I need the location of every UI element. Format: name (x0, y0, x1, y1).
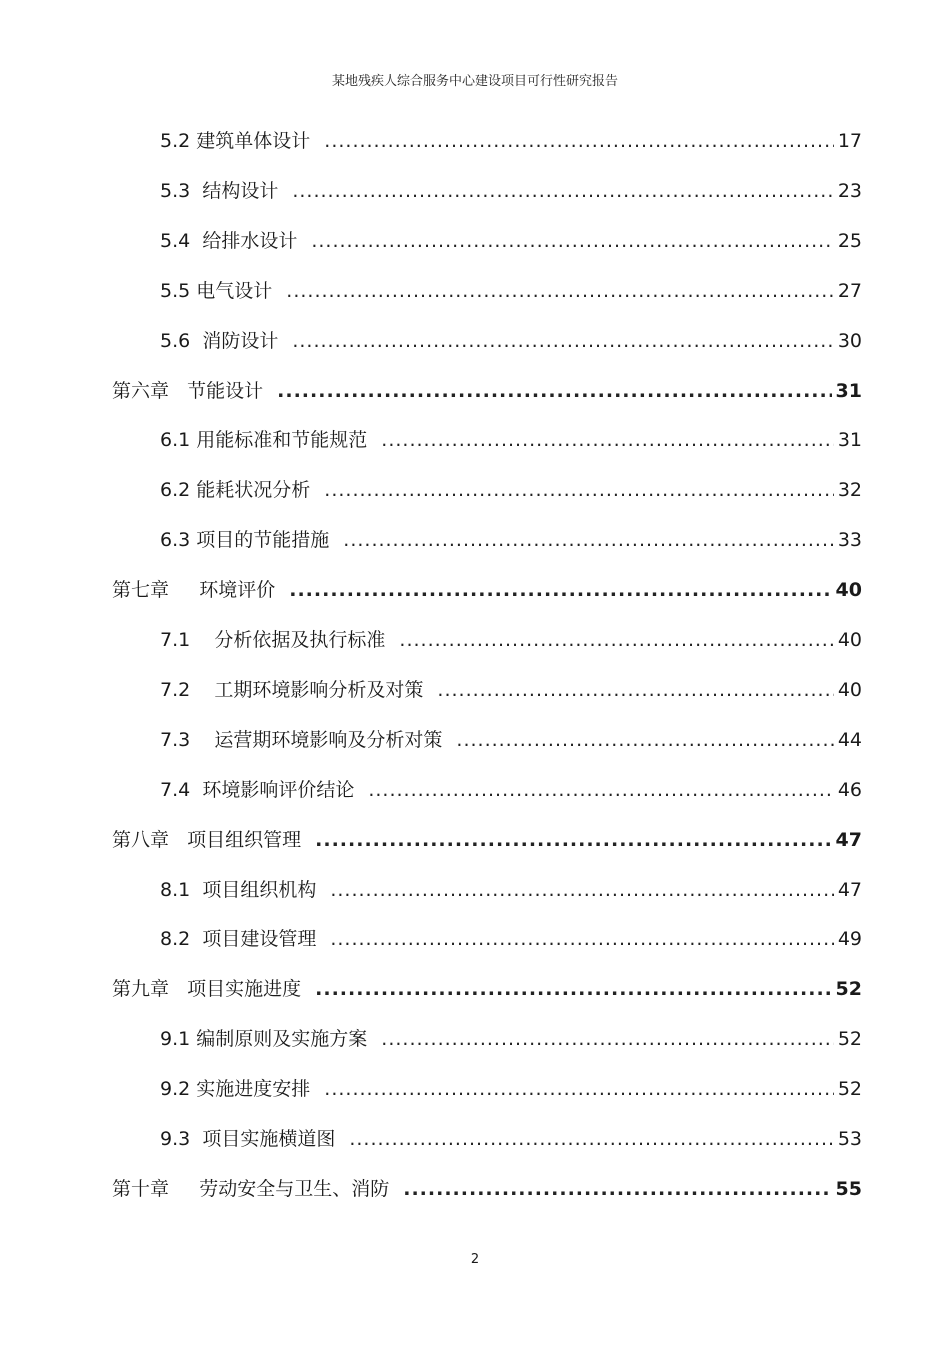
toc-entry-label (160, 477, 310, 503)
toc-entry-label (112, 378, 263, 404)
page-number: 2 (470, 1252, 480, 1267)
toc-dot-leader (349, 1126, 833, 1152)
toc-dot-leader (330, 877, 833, 903)
running-header: 某地残疾人综合服务中心建设项目可行性研究报告 (331, 74, 618, 89)
toc-entry-number: 5.4 (160, 230, 191, 252)
toc-entry-title: 项目组织机构 (202, 879, 317, 901)
toc-entry-number: 7.3 (160, 729, 191, 751)
toc-entry-number: 9.2 (160, 1078, 191, 1100)
toc-entry-label (112, 577, 275, 603)
toc-dot-leader (311, 228, 833, 254)
toc-entry-gap (190, 928, 202, 950)
toc-entry-gap (169, 978, 187, 1000)
toc-entry-title: 工期环境影响分析及对策 (214, 679, 424, 701)
toc-entry-label (160, 727, 442, 753)
toc-dot-leader (324, 1076, 834, 1102)
toc-entry-title: 项目建设管理 (202, 928, 317, 950)
toc-entry-title: 给排水设计 (202, 230, 298, 252)
toc-entry-title: 环境影响评价结论 (202, 779, 355, 801)
toc-entry-page: 40 (835, 579, 862, 601)
toc-entry-title: 结构设计 (202, 180, 279, 202)
toc-entry-label (160, 1126, 335, 1152)
toc-entry-page: 44 (837, 729, 862, 751)
toc-entry-label (160, 178, 278, 204)
toc-section-entry[interactable] (160, 328, 862, 354)
toc-entry-number: 第八章 (112, 829, 170, 851)
toc-section-entry[interactable] (160, 278, 862, 304)
toc-section-entry[interactable] (160, 877, 862, 903)
toc-dot-leader (343, 527, 834, 553)
toc-section-entry[interactable] (160, 427, 862, 453)
toc-entry-number: 5.2 (160, 130, 191, 152)
toc-entry-title: 项目组织管理 (187, 829, 302, 851)
toc-entry-page: 49 (837, 928, 862, 950)
toc-entry-title: 建筑单体设计 (196, 130, 311, 152)
toc-dot-leader (381, 1026, 834, 1052)
toc-entry-gap (169, 380, 187, 402)
toc-dot-leader (368, 777, 833, 803)
toc-entry-page: 33 (837, 529, 862, 551)
toc-entry-label (160, 877, 316, 903)
toc-section-entry[interactable] (160, 727, 862, 753)
toc-entry-number: 6.1 (160, 429, 191, 451)
toc-entry-number: 7.1 (160, 629, 191, 651)
toc-dot-leader (315, 976, 831, 1002)
toc-entry-gap (169, 579, 199, 601)
toc-entry-page: 52 (835, 978, 862, 1000)
toc-entry-number: 9.1 (160, 1028, 191, 1050)
toc-entry-title: 运营期环境影响及分析对策 (214, 729, 443, 751)
toc-section-entry[interactable] (160, 128, 862, 154)
toc-entry-number: 5.6 (160, 330, 191, 352)
toc-dot-leader (330, 926, 833, 952)
toc-entry-page: 47 (837, 879, 862, 901)
toc-entry-page: 17 (837, 130, 862, 152)
toc-entry-page: 25 (837, 230, 862, 252)
toc-entry-page: 31 (835, 380, 862, 402)
toc-entry-title: 用能标准和节能规范 (196, 429, 368, 451)
toc-entry-title: 项目的节能措施 (196, 529, 330, 551)
toc-entry-page: 40 (837, 629, 862, 651)
toc-entry-gap (190, 230, 202, 252)
toc-entry-title: 分析依据及执行标准 (214, 629, 386, 651)
toc-entry-title: 电气设计 (196, 280, 273, 302)
toc-dot-leader (437, 677, 833, 703)
toc-entry-number: 6.2 (160, 479, 191, 501)
toc-entry-number: 7.4 (160, 779, 191, 801)
toc-entry-page: 30 (837, 330, 862, 352)
toc-section-entry[interactable] (160, 627, 862, 653)
toc-entry-title: 项目实施进度 (187, 978, 302, 1000)
toc-dot-leader (292, 178, 833, 204)
toc-entry-number: 5.5 (160, 280, 191, 302)
toc-entry-label (160, 228, 297, 254)
toc-entry-gap (190, 1128, 202, 1150)
toc-entry-label (160, 128, 310, 154)
toc-entry-number: 6.3 (160, 529, 191, 551)
toc-entry-title: 消防设计 (202, 330, 279, 352)
toc-entry-label (160, 427, 367, 453)
toc-entry-page: 47 (835, 829, 862, 851)
toc-entry-title: 能耗状况分析 (196, 479, 311, 501)
toc-entry-label (160, 1026, 367, 1052)
toc-chapter-entry[interactable] (112, 827, 862, 853)
toc-entry-label (160, 328, 278, 354)
toc-section-entry[interactable] (160, 477, 862, 503)
toc-chapter-entry[interactable] (112, 976, 862, 1002)
toc-entry-title: 项目实施横道图 (202, 1128, 336, 1150)
toc-entry-page: 52 (837, 1078, 862, 1100)
toc-dot-leader (399, 627, 833, 653)
toc-entry-number: 第十章 (112, 1178, 170, 1200)
toc-section-entry[interactable] (160, 178, 862, 204)
toc-entry-label (160, 527, 329, 553)
toc-entry-page: 53 (837, 1128, 862, 1150)
toc-entry-page: 31 (837, 429, 862, 451)
toc-entry-gap (190, 180, 202, 202)
toc-dot-leader (277, 378, 831, 404)
toc-entry-label (160, 627, 385, 653)
toc-entry-label (112, 827, 301, 853)
toc-entry-number: 第九章 (112, 978, 170, 1000)
toc-entry-title: 环境评价 (199, 579, 276, 601)
toc-entry-label (160, 677, 423, 703)
toc-entry-number: 第七章 (112, 579, 170, 601)
toc-entry-number: 7.2 (160, 679, 191, 701)
toc-entry-gap (190, 679, 214, 701)
toc-entry-label (160, 926, 316, 952)
toc-entry-gap (190, 330, 202, 352)
toc-entry-gap (190, 879, 202, 901)
toc-entry-title: 实施进度安排 (196, 1078, 311, 1100)
toc-entry-number: 9.3 (160, 1128, 191, 1150)
toc-dot-leader (324, 128, 834, 154)
toc-section-entry[interactable] (160, 926, 862, 952)
toc-entry-page: 46 (837, 779, 862, 801)
toc-entry-page: 55 (835, 1178, 862, 1200)
toc-entry-gap (190, 729, 214, 751)
toc-section-entry[interactable] (160, 777, 862, 803)
toc-entry-gap (169, 829, 187, 851)
toc-entry-number: 5.3 (160, 180, 191, 202)
toc-chapter-entry[interactable] (112, 378, 862, 404)
toc-entry-number: 8.1 (160, 879, 191, 901)
toc-entry-gap (190, 629, 214, 651)
toc-entry-title: 节能设计 (187, 380, 264, 402)
toc-dot-leader (286, 278, 834, 304)
toc-dot-leader (456, 727, 833, 753)
toc-entry-label (112, 1176, 389, 1202)
toc-chapter-entry[interactable] (112, 1176, 862, 1202)
toc-entry-page: 27 (837, 280, 862, 302)
toc-dot-leader (292, 328, 833, 354)
toc-entry-gap (169, 1178, 199, 1200)
toc-dot-leader (289, 577, 831, 603)
toc-entry-gap (190, 779, 202, 801)
toc-dot-leader (403, 1176, 831, 1202)
toc-entry-page: 23 (837, 180, 862, 202)
toc-dot-leader (381, 427, 834, 453)
toc-section-entry[interactable] (160, 228, 862, 254)
toc-entry-label (160, 1076, 310, 1102)
toc-section-entry[interactable] (160, 677, 862, 703)
toc-entry-page: 52 (837, 1028, 862, 1050)
toc-dot-leader (315, 827, 831, 853)
toc-entry-page: 32 (837, 479, 862, 501)
toc-entry-label (112, 976, 301, 1002)
toc-section-entry[interactable] (160, 1026, 862, 1052)
toc-entry-title: 劳动安全与卫生、消防 (199, 1178, 390, 1200)
toc-entry-page: 40 (837, 679, 862, 701)
toc-chapter-entry[interactable] (112, 577, 862, 603)
toc-entry-label (160, 777, 354, 803)
toc-entry-number: 第六章 (112, 380, 170, 402)
toc-section-entry[interactable] (160, 527, 862, 553)
toc-entry-label (160, 278, 272, 304)
toc-section-entry[interactable] (160, 1126, 862, 1152)
toc-entry-number: 8.2 (160, 928, 191, 950)
toc-section-entry[interactable] (160, 1076, 862, 1102)
toc-entry-title: 编制原则及实施方案 (196, 1028, 368, 1050)
toc-dot-leader (324, 477, 834, 503)
